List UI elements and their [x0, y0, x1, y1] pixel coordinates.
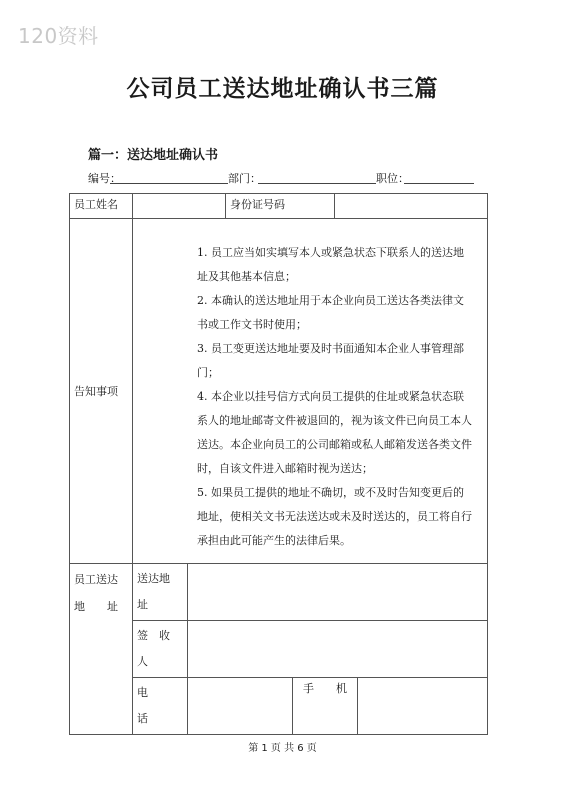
- employee-address-label-line1: 员工送达: [74, 573, 118, 586]
- notice-item: 4. 本企业以挂号信方式向员工提供的住址或紧急状态联系人的地址邮寄文件被退回的，视为该文件已向员工本人送达。本企业向员工的公司邮箱或私人邮箱发送各类文件时，自该文件进入邮箱时视为送达；: [197, 390, 472, 475]
- recipient-label: [133, 621, 188, 678]
- phone-field[interactable]: [188, 678, 293, 735]
- delivery-address-label-line2: 址: [137, 598, 148, 611]
- phone-row: [70, 678, 488, 735]
- delivery-address-field[interactable]: [188, 564, 488, 621]
- id-number-label: 身份证号码: [226, 194, 335, 219]
- id-number-field[interactable]: [335, 194, 488, 219]
- recipient-label-line1: 签 收: [137, 629, 170, 642]
- employee-name-field[interactable]: [133, 194, 226, 219]
- notice-item: 1. 员工应当如实填写本人或紧急状态下联系人的送达地址及其他基本信息；: [197, 246, 464, 283]
- phone-label-line2: 话: [137, 712, 148, 725]
- position-field-line[interactable]: [404, 183, 474, 184]
- delivery-address-label-line1: 送达地: [137, 572, 170, 585]
- department-field-line[interactable]: [258, 183, 376, 184]
- phone-label: [133, 678, 188, 735]
- watermark: 120资料: [18, 24, 99, 48]
- employee-name-label: 员工姓名: [70, 194, 133, 219]
- delivery-address-row: [70, 564, 488, 621]
- recipient-field[interactable]: [188, 621, 488, 678]
- delivery-address-label: [133, 564, 188, 621]
- notice-content: [133, 219, 488, 564]
- employee-address-label-line2: 地 址: [74, 600, 118, 613]
- employee-address-label: [70, 564, 133, 735]
- number-field-line[interactable]: [110, 183, 228, 184]
- notice-item: 2. 本确认的送达地址用于本企业向员工送达各类法律文书或工作文书时使用；: [197, 294, 464, 331]
- recipient-row: [70, 621, 488, 678]
- notice-label: 告知事项: [70, 219, 133, 564]
- confirmation-form: [69, 193, 488, 735]
- number-label: 编号：: [88, 172, 121, 185]
- document-title: 公司员工送达地址确认书三篇: [126, 76, 439, 102]
- mobile-field[interactable]: [358, 678, 488, 735]
- name-row: [70, 194, 488, 219]
- recipient-label-line2: 人: [137, 655, 148, 668]
- phone-label-line1: 电: [137, 686, 148, 699]
- position-label: 职位：: [376, 172, 409, 185]
- notice-row: [70, 219, 488, 564]
- meta-row: [88, 170, 474, 184]
- notice-item: 3. 员工变更送达地址要及时书面通知本企业人事管理部门；: [197, 342, 464, 379]
- section-heading: 篇一：送达地址确认书: [88, 148, 219, 163]
- department-label: 部门：: [228, 172, 261, 185]
- mobile-label: 手 机: [293, 678, 358, 735]
- notice-item: 5. 如果员工提供的地址不确切，或不及时告知变更后的地址，使相关文书无法送达或未及时送达的，员工将自行承担由此可能产生的法律后果。: [197, 486, 472, 547]
- page-footer: 第 1 页 共 6 页: [248, 743, 317, 754]
